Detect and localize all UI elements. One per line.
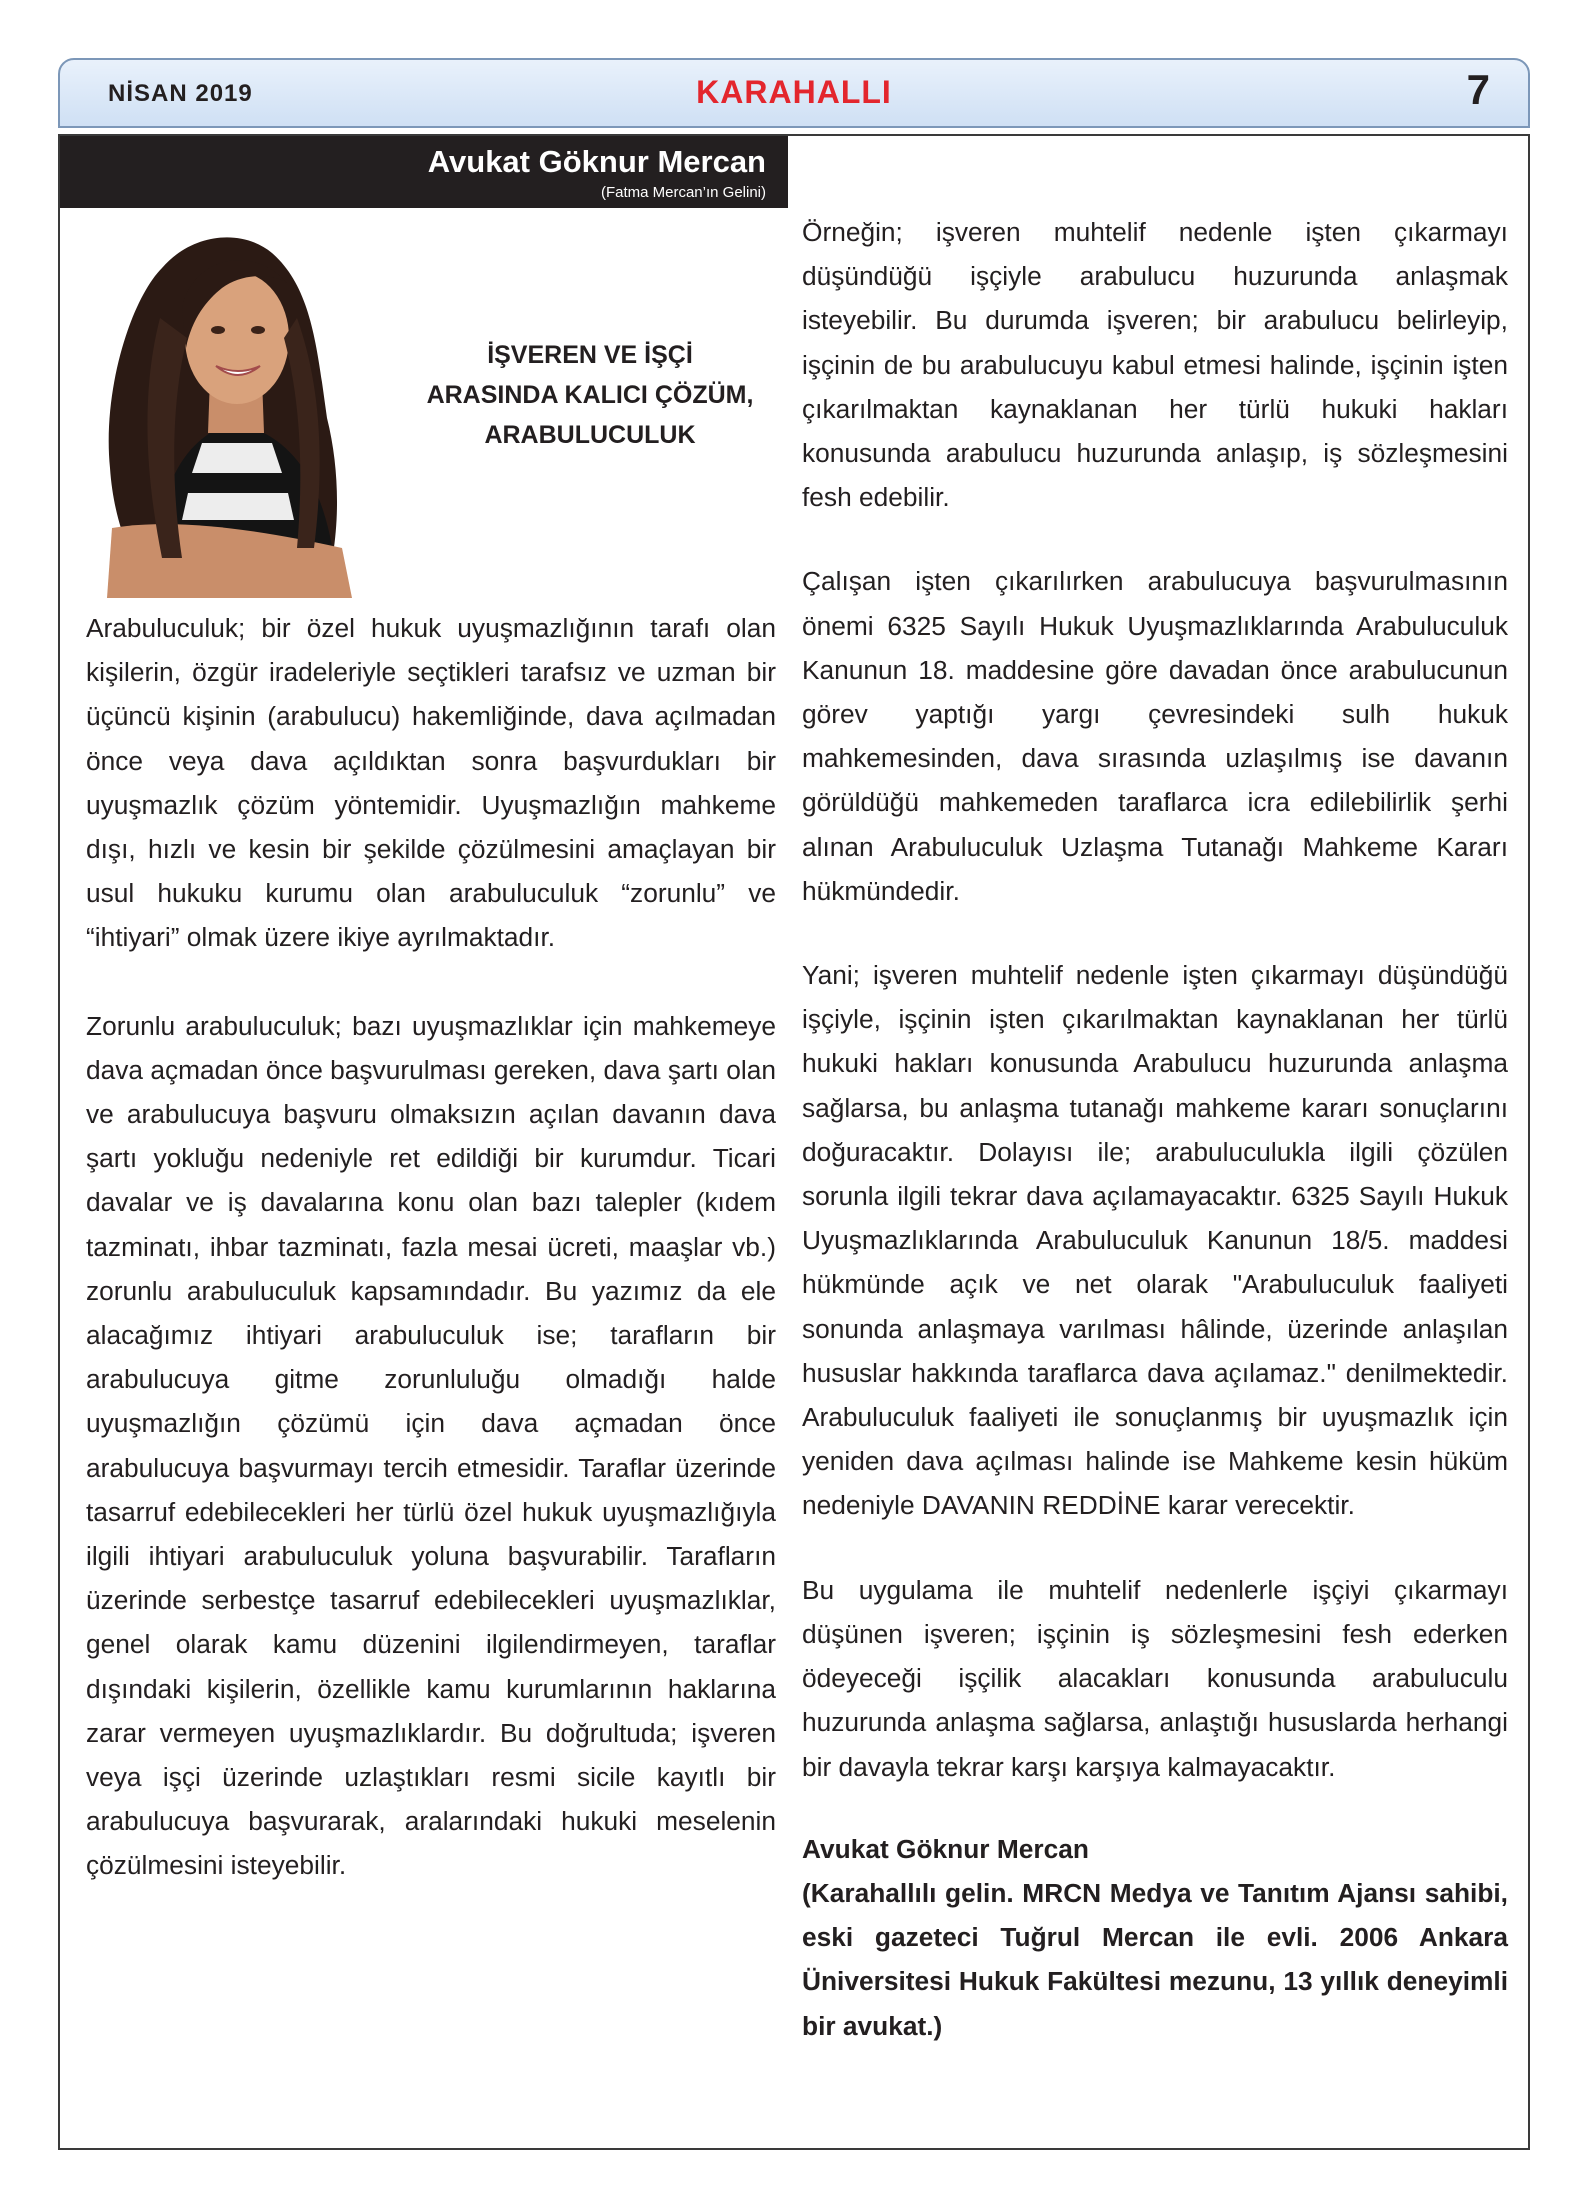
- headline-line-1: İŞVEREN VE İŞÇİ: [487, 341, 693, 369]
- issue-date: NİSAN 2019: [108, 80, 253, 107]
- right-column: [802, 210, 1508, 2048]
- author-subtitle: (Fatma Mercan’ın Gelini): [600, 184, 766, 201]
- newspaper-title: KARAHALLI: [696, 74, 892, 110]
- left-column: [86, 606, 776, 1888]
- page-number: 7: [1466, 66, 1490, 113]
- headline-line-3: ARABULUCULUK: [484, 421, 696, 449]
- author-box: [60, 136, 788, 208]
- paragraph: Örneğin; işveren muhtelif nedenle işten çıkarmayı düşündüğü işçiyle arabulucu huzurunda anlaşmak isteyebilir. Bu durumda işveren; bir arabulucu belirleyip, işçinin de bu arabulucuyu kabul etmesi halinde, işçinin işten çıkarılmaktan kaynaklanan her türlü hukuki hakları konusunda arabulucu huzurunda anlaşıp, iş sözleşmesini fesh edebilir.: [802, 217, 1508, 513]
- signature-bio: (Karahallılı gelin. MRCN Medya ve Tanıtım Ajansı sahibi, eski gazeteci Tuğrul Mercan ile evli. 2006 Ankara Üniversitesi Hukuk Fakültesi mezunu, 13 yıllık deneyimli bir avukat.): [802, 1877, 1508, 2041]
- author-name: Avukat Göknur Mercan: [427, 144, 766, 179]
- article-headline: [390, 335, 790, 455]
- page-header: [58, 58, 1530, 128]
- paragraph: Arabuluculuk; bir özel hukuk uyuşmazlığının tarafı olan kişilerin, özgür iradeleriyle seçtikleri tarafsız ve uzman bir üçüncü kişinin (arabulucu) hakemliğinde, dava açılmadan önce veya dava açıldıktan sonra başvurdukları bir uyuşmazlık çözüm yöntemidir. Uyuşmazlığın mahkeme dışı, hızlı ve kesin bir şekilde çözülmesini amaçlayan bir usul hukuku kurumu olan arabuluculuk “zorunlu” ve “ihtiyari” olmak üzere ikiye ayrılmaktadır.: [86, 613, 776, 953]
- signature-name: Avukat Göknur Mercan: [802, 1833, 1089, 1864]
- author-signature: [802, 1827, 1508, 2048]
- paragraph: Bu uygulama ile muhtelif nedenlerle işçiyi çıkarmayı düşünen işveren; işçinin iş sözleşmesini fesh ederken ödeyeceği işçilik alacakları konusunda arabuluculu huzurunda anlaşma sağlarsa, anlaştığı hususlarda herhangi bir davayla tekrar karşı karşıya kalmayacaktır.: [802, 1574, 1508, 1782]
- headline-line-2: ARASINDA KALICI ÇÖZÜM,: [426, 381, 754, 409]
- author-photo: [92, 228, 390, 598]
- paragraph: Yani; işveren muhtelif nedenle işten çıkarmayı düşündüğü işçiyle, işçinin işten çıkarılmaktan kaynaklanan her türlü hukuki hakları konusunda Arabulucu huzurunda anlaşma sağlarsa, bu anlaşma tutanağı mahkeme kararı sonuçlarını doğuracaktır. Dolayısı ile; arabuluculukla ilgili çözülen sorunla ilgili tekrar dava açılamayacaktır. 6325 Sayılı Hukuk Uyuşmazlıklarında Arabuluculuk Kanunun 18/5. maddesi hükmünde açık ve net olarak "Arabuluculuk faaliyeti sonunda anlaşmaya varılması hâlinde, üzerinde anlaşılan hususlar hakkında taraflarca dava açılamaz." denilmektedir. Arabuluculuk faaliyeti ile sonuçlanmış bir uyuşmazlık için yeniden dava açılması halinde ise Mahkeme kesin hüküm nedeniyle DAVANIN REDDİNE karar verecektir.: [802, 960, 1508, 1521]
- paragraph: Zorunlu arabuluculuk; bazı uyuşmazlıklar için mahkemeye dava açmadan önce başvurulması gereken, dava şartı olan ve arabulucuya başvuru olmaksızın açılan davanın dava şartı yokluğu nedeniyle ret edildiği bir kurumdur. Ticari davalar ve iş davalarına konu olan bazı talepler (kıdem tazminatı, ihbar tazminatı, fazla mesai ücreti, maaşlar vb.) zorunlu arabuluculuk kapsamındadır. Bu yazımız da ele alacağımız ihtiyari arabuluculuk ise; tarafların bir arabulucuya gitme zorunluluğu olmadığı halde uyuşmazlığın çözümü için dava açmadan önce arabulucuya başvurmayı tercih etmesidir. Taraflar üzerinde tasarruf edebilecekleri her türlü özel hukuk uyuşmazlığıyla ilgili ihtiyari arabuluculuk yoluna başvurabilir. Tarafların üzerinde serbestçe tasarruf edebilecekleri uyuşmazlıklar, genel olarak kamu düzenini ilgilendirmeyen, taraflar dışındaki kişilerin, özellikle kamu kurumlarının haklarına zarar vermeyen uyuşmazlıklardır. Bu doğrultuda; işveren veya işçi üzerinde uzlaştıkları resmi sicile kayıtlı bir arabulucuya başvurarak, aralarındaki hukuki meselenin çözülmesini isteyebilir.: [86, 1010, 776, 1881]
- paragraph: Çalışan işten çıkarılırken arabulucuya başvurulmasının önemi 6325 Sayılı Hukuk Uyuşmazlıklarında Arabuluculuk Kanunun 18. maddesine göre davadan önce arabulucunun görev yaptığı yargı çevresindeki sulh hukuk mahkemesinden, dava sırasında uzlaşılmış ise davanın görüldüğü mahkemeden taraflarca icra edilebilirlik şerhi alınan Arabuluculuk Uzlaşma Tutanağı Mahkeme Kararı hükmündedir.: [802, 566, 1508, 906]
